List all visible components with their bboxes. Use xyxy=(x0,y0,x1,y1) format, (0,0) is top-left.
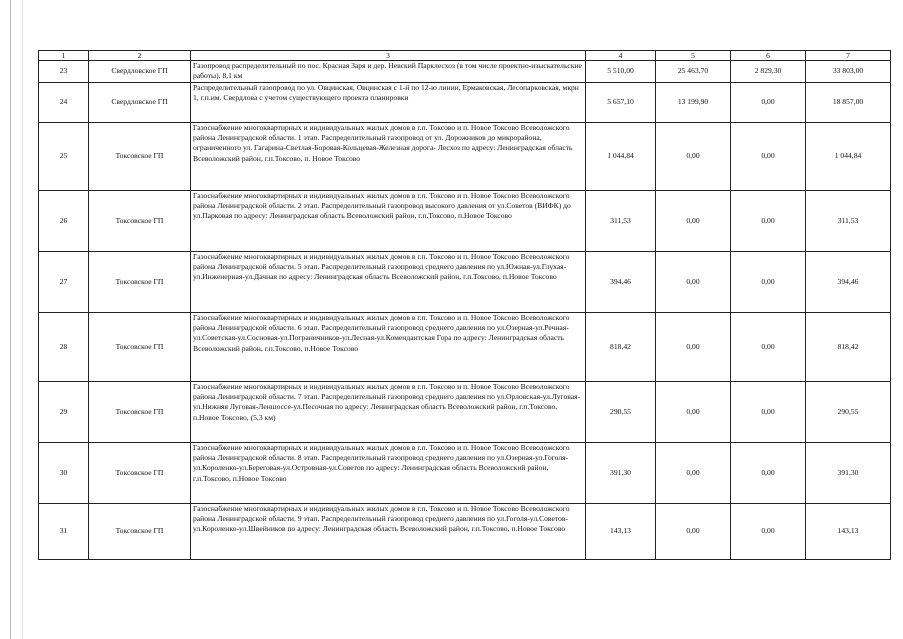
header-cell: 7 xyxy=(806,51,891,61)
value-col6: 0,00 xyxy=(731,252,806,313)
project-description: Газоснабжение многоквартирных и индивидуальных жилых домов в г.п. Токсово и п. Новое Токсово Всеволожского района Ленинградской области. 2 этап. Распределительный газопровод высокого давления от ул.Советов (ВИФК) до ул.Парковая по адресу: Ленинградская область Всеволожский район, г.п.Токсово, п.Новое Токсово xyxy=(191,191,586,252)
settlement-name: Токсовское ГП xyxy=(89,504,191,560)
value-col7: 143,13 xyxy=(806,504,891,560)
value-col5: 0,00 xyxy=(656,252,731,313)
value-col4: 5 510,00 xyxy=(586,61,656,83)
value-col5: 0,00 xyxy=(656,382,731,443)
value-col6: 0,00 xyxy=(731,83,806,123)
row-number: 23 xyxy=(39,61,89,83)
value-col4: 143,13 xyxy=(586,504,656,560)
table-row xyxy=(39,443,891,504)
project-description: Газоснабжение многоквартирных и индивидуальных жилых домов в г.п. Токсово и п. Новое Токсово Всеволожского района Ленинградской области. 6 этап. Распределительный газопровод среднего давления по ул.Озерная-ул.Речная-ул.Советская-ул.Сосновая-ул.Пограничников-ул.Лесная-ул.Комендантская Гора по адресу: Ленинградская область Всеволожский район, г.п.Токсово, п.Новое Токсово xyxy=(191,313,586,382)
settlement-name: Токсовское ГП xyxy=(89,443,191,504)
table-row xyxy=(39,123,891,191)
value-col4: 394,46 xyxy=(586,252,656,313)
settlement-name: Токсовское ГП xyxy=(89,252,191,313)
table-header-row xyxy=(39,51,891,61)
header-cell: 2 xyxy=(89,51,191,61)
project-description: Газопровод распределительный по пос. Красная Заря и дер. Невский Парклесхоз (в том числе проектно-изыскательские работы), 8,1 км xyxy=(191,61,586,83)
value-col6: 0,00 xyxy=(731,443,806,504)
value-col7: 391,30 xyxy=(806,443,891,504)
gas-projects-table xyxy=(38,50,891,560)
value-col6: 0,00 xyxy=(731,123,806,191)
value-col6: 0,00 xyxy=(731,382,806,443)
table-row xyxy=(39,504,891,560)
table-row xyxy=(39,61,891,83)
value-col7: 818,42 xyxy=(806,313,891,382)
header-cell: 4 xyxy=(586,51,656,61)
settlement-name: Свердловское ГП xyxy=(89,83,191,123)
value-col7: 1 044,84 xyxy=(806,123,891,191)
value-col6: 0,00 xyxy=(731,313,806,382)
project-description: Распределительный газопровод по ул. Овцинская, Овцинская с 1-й по 12-ю линии, Ермаковская, Лесопарковская, мкрн 1, г.п.им. Свердлова с учетом существующего проекта планировки xyxy=(191,83,586,123)
value-col6: 2 829,30 xyxy=(731,61,806,83)
value-col4: 391,30 xyxy=(586,443,656,504)
value-col4: 818,42 xyxy=(586,313,656,382)
value-col4: 5 657,10 xyxy=(586,83,656,123)
row-number: 28 xyxy=(39,313,89,382)
value-col4: 290,55 xyxy=(586,382,656,443)
value-col7: 394,46 xyxy=(806,252,891,313)
value-col4: 311,53 xyxy=(586,191,656,252)
row-number: 29 xyxy=(39,382,89,443)
table-row xyxy=(39,252,891,313)
value-col5: 13 199,90 xyxy=(656,83,731,123)
page-edge-line xyxy=(10,0,11,639)
value-col7: 18 857,00 xyxy=(806,83,891,123)
value-col7: 33 803,00 xyxy=(806,61,891,83)
settlement-name: Токсовское ГП xyxy=(89,313,191,382)
value-col6: 0,00 xyxy=(731,504,806,560)
value-col5: 0,00 xyxy=(656,313,731,382)
table-row xyxy=(39,313,891,382)
table-row xyxy=(39,83,891,123)
value-col7: 290,55 xyxy=(806,382,891,443)
settlement-name: Токсовское ГП xyxy=(89,382,191,443)
row-number: 27 xyxy=(39,252,89,313)
value-col7: 311,53 xyxy=(806,191,891,252)
header-cell: 1 xyxy=(39,51,89,61)
project-description: Газоснабжение многоквартирных и индивидуальных жилых домов в г.п. Токсово и п. Новое Токсово Всеволожского района Ленинградской области. 1 этап. Распределительный газопровод от ул. Дорожников до микрорайона, ограниченного ул. Гагарина-Светлая-Боровая-Кольцевая-Железная дорога- Лесхоз по адресу: Ленинградская область Всеволожский район, г.п.Токсово, п. Новое Токсово xyxy=(191,123,586,191)
value-col5: 0,00 xyxy=(656,443,731,504)
value-col6: 0,00 xyxy=(731,191,806,252)
project-description: Газоснабжение многоквартирных и индивидуальных жилых домов в г.п. Токсово и п. Новое Токсово Всеволожского района Ленинградской области. 9 этап. Распределительный газопровод среднего давления по ул.Гоголя-ул.Советов-ул.Короленко-ул.Швейников по адресу: Ленинградская область Всеволожский район, г.п.Токсово, п.Новое Токсово xyxy=(191,504,586,560)
value-col5: 0,00 xyxy=(656,504,731,560)
page-edge-shadow xyxy=(22,0,23,639)
header-cell: 5 xyxy=(656,51,731,61)
row-number: 24 xyxy=(39,83,89,123)
header-cell: 3 xyxy=(191,51,586,61)
project-description: Газоснабжение многоквартирных и индивидуальных жилых домов в г.п. Токсово и п. Новое Токсово Всеволожского района Ленинградской области. 5 этап. Распределительный газопровод среднего давления по ул.Южная-ул.Глухая-ул.Инженерная-ул.Дачная по адресу: Ленинградская область Всеволожский район, г.п.Токсово, п.Новое Токсово xyxy=(191,252,586,313)
value-col4: 1 044,84 xyxy=(586,123,656,191)
settlement-name: Токсовское ГП xyxy=(89,123,191,191)
table-row xyxy=(39,382,891,443)
value-col5: 0,00 xyxy=(656,191,731,252)
row-number: 26 xyxy=(39,191,89,252)
value-col5: 0,00 xyxy=(656,123,731,191)
table-row xyxy=(39,191,891,252)
settlement-name: Токсовское ГП xyxy=(89,191,191,252)
row-number: 30 xyxy=(39,443,89,504)
settlement-name: Свердловское ГП xyxy=(89,61,191,83)
value-col5: 25 463,70 xyxy=(656,61,731,83)
project-description: Газоснабжение многоквартирных и индивидуальных жилых домов в г.п. Токсово и п. Новое Токсово Всеволожского района Ленинградской области. 8 этап. Распределительный газопровод среднего давления по ул.Озерная-ул.Гоголя-ул.Короленко-ул.Береговая-ул.Островная-ул.Советов по адресу: Ленинградская область Всеволожский район, г.п.Токсово, п.Новое Токсово xyxy=(191,443,586,504)
project-description: Газоснабжение многоквартирных и индивидуальных жилых домов в г.п. Токсово и п. Новое Токсово Всеволожского района Ленинградской области. 7 этап. Распределительный газопровод среднего давления по ул.Орловская-ул.Луговая-ул.Нижняя Луговая-Леншоссе-ул.Песочная по адресу: Ленинградская область Всеволожский район, г.п.Токсово, п.Новое Токсово, (5,3 км) xyxy=(191,382,586,443)
header-cell: 6 xyxy=(731,51,806,61)
row-number: 31 xyxy=(39,504,89,560)
row-number: 25 xyxy=(39,123,89,191)
